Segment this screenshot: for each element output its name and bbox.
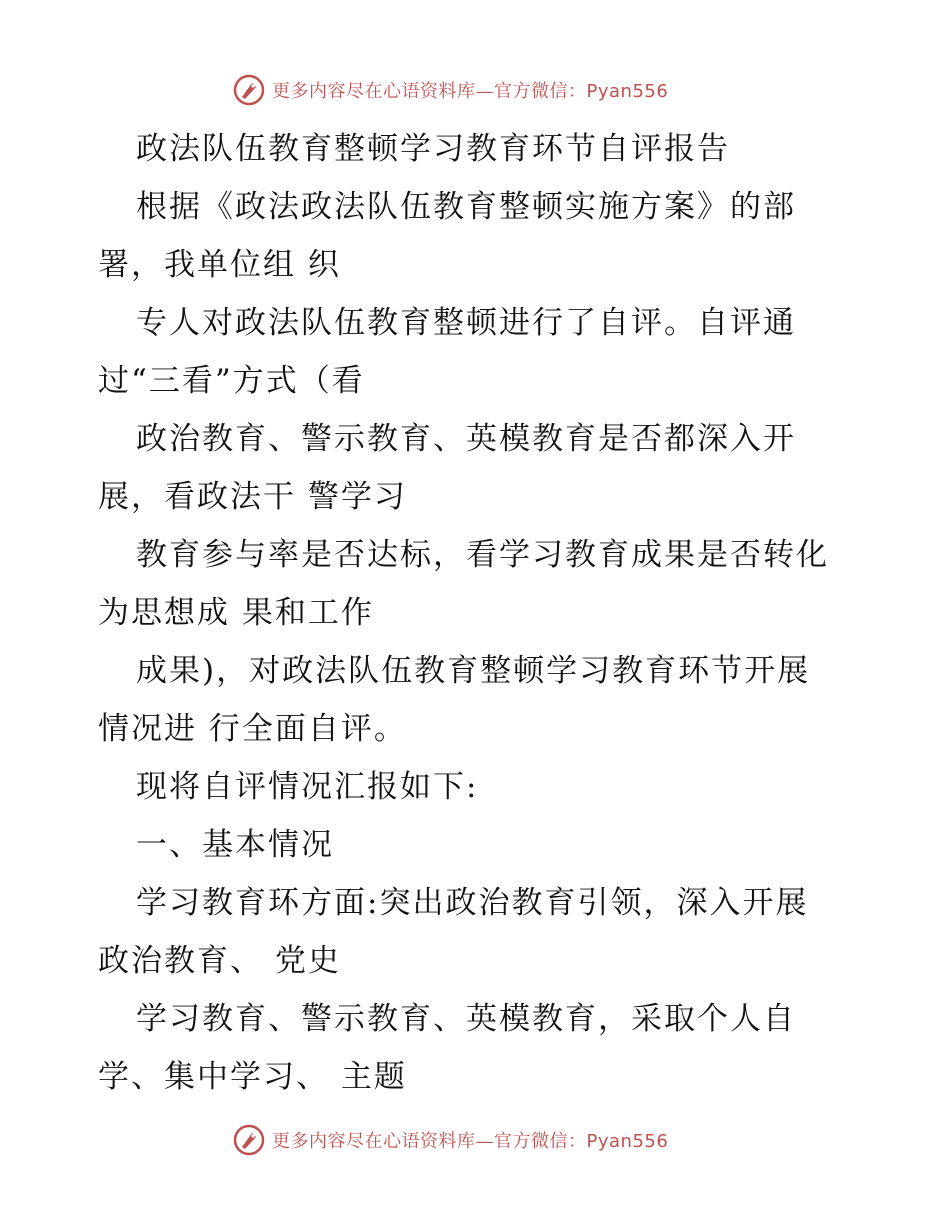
paragraph-line: 过“三看”方式（看 [98,363,365,399]
document-body [98,120,858,1106]
paragraph-line: 为思想成 果和工作 [98,595,374,631]
document-title: 政法队伍教育整顿学习教育环节自评报告 [136,131,730,167]
pen-nib-circle-icon [232,1123,266,1157]
paragraph-line: 教育参与率是否达标，看学习教育成果是否转化 [136,537,829,573]
paragraph-line: 政治教育、 党史 [98,943,341,979]
watermark-text: 更多内容尽在心语资料库—官方微信：Pyan556 [272,1131,669,1152]
paragraph-line: 政治教育、警示教育、英模教育是否都深入开 [136,421,796,457]
paragraph-line: 成果)，对政法队伍教育整顿学习教育环节开展 [136,653,811,689]
paragraph-line: 情况进 行全面自评。 [98,711,407,747]
pen-nib-circle-icon [232,73,266,107]
paragraph-line: 署，我单位组 织 [98,247,341,283]
watermark-footer [232,1122,668,1158]
paragraph-line: 学习教育环方面:突出政治教育引领，深入开展 [136,885,809,921]
paragraph-line: 根据《政法政法队伍教育整顿实施方案》的部 [136,189,796,225]
section-heading: 一、基本情况 [136,827,334,863]
watermark-text: 更多内容尽在心语资料库—官方微信：Pyan556 [272,81,669,102]
paragraph-line: 专人对政法队伍教育整顿进行了自评。自评通 [136,305,796,341]
paragraph-line: 现将自评情况汇报如下: [136,769,479,805]
paragraph-line: 学、集中学习、 主题 [98,1059,407,1095]
paragraph-line: 展，看政法干 警学习 [98,479,407,515]
paragraph-line: 学习教育、警示教育、英模教育，采取个人自 [136,1001,796,1037]
watermark-header [232,72,668,108]
